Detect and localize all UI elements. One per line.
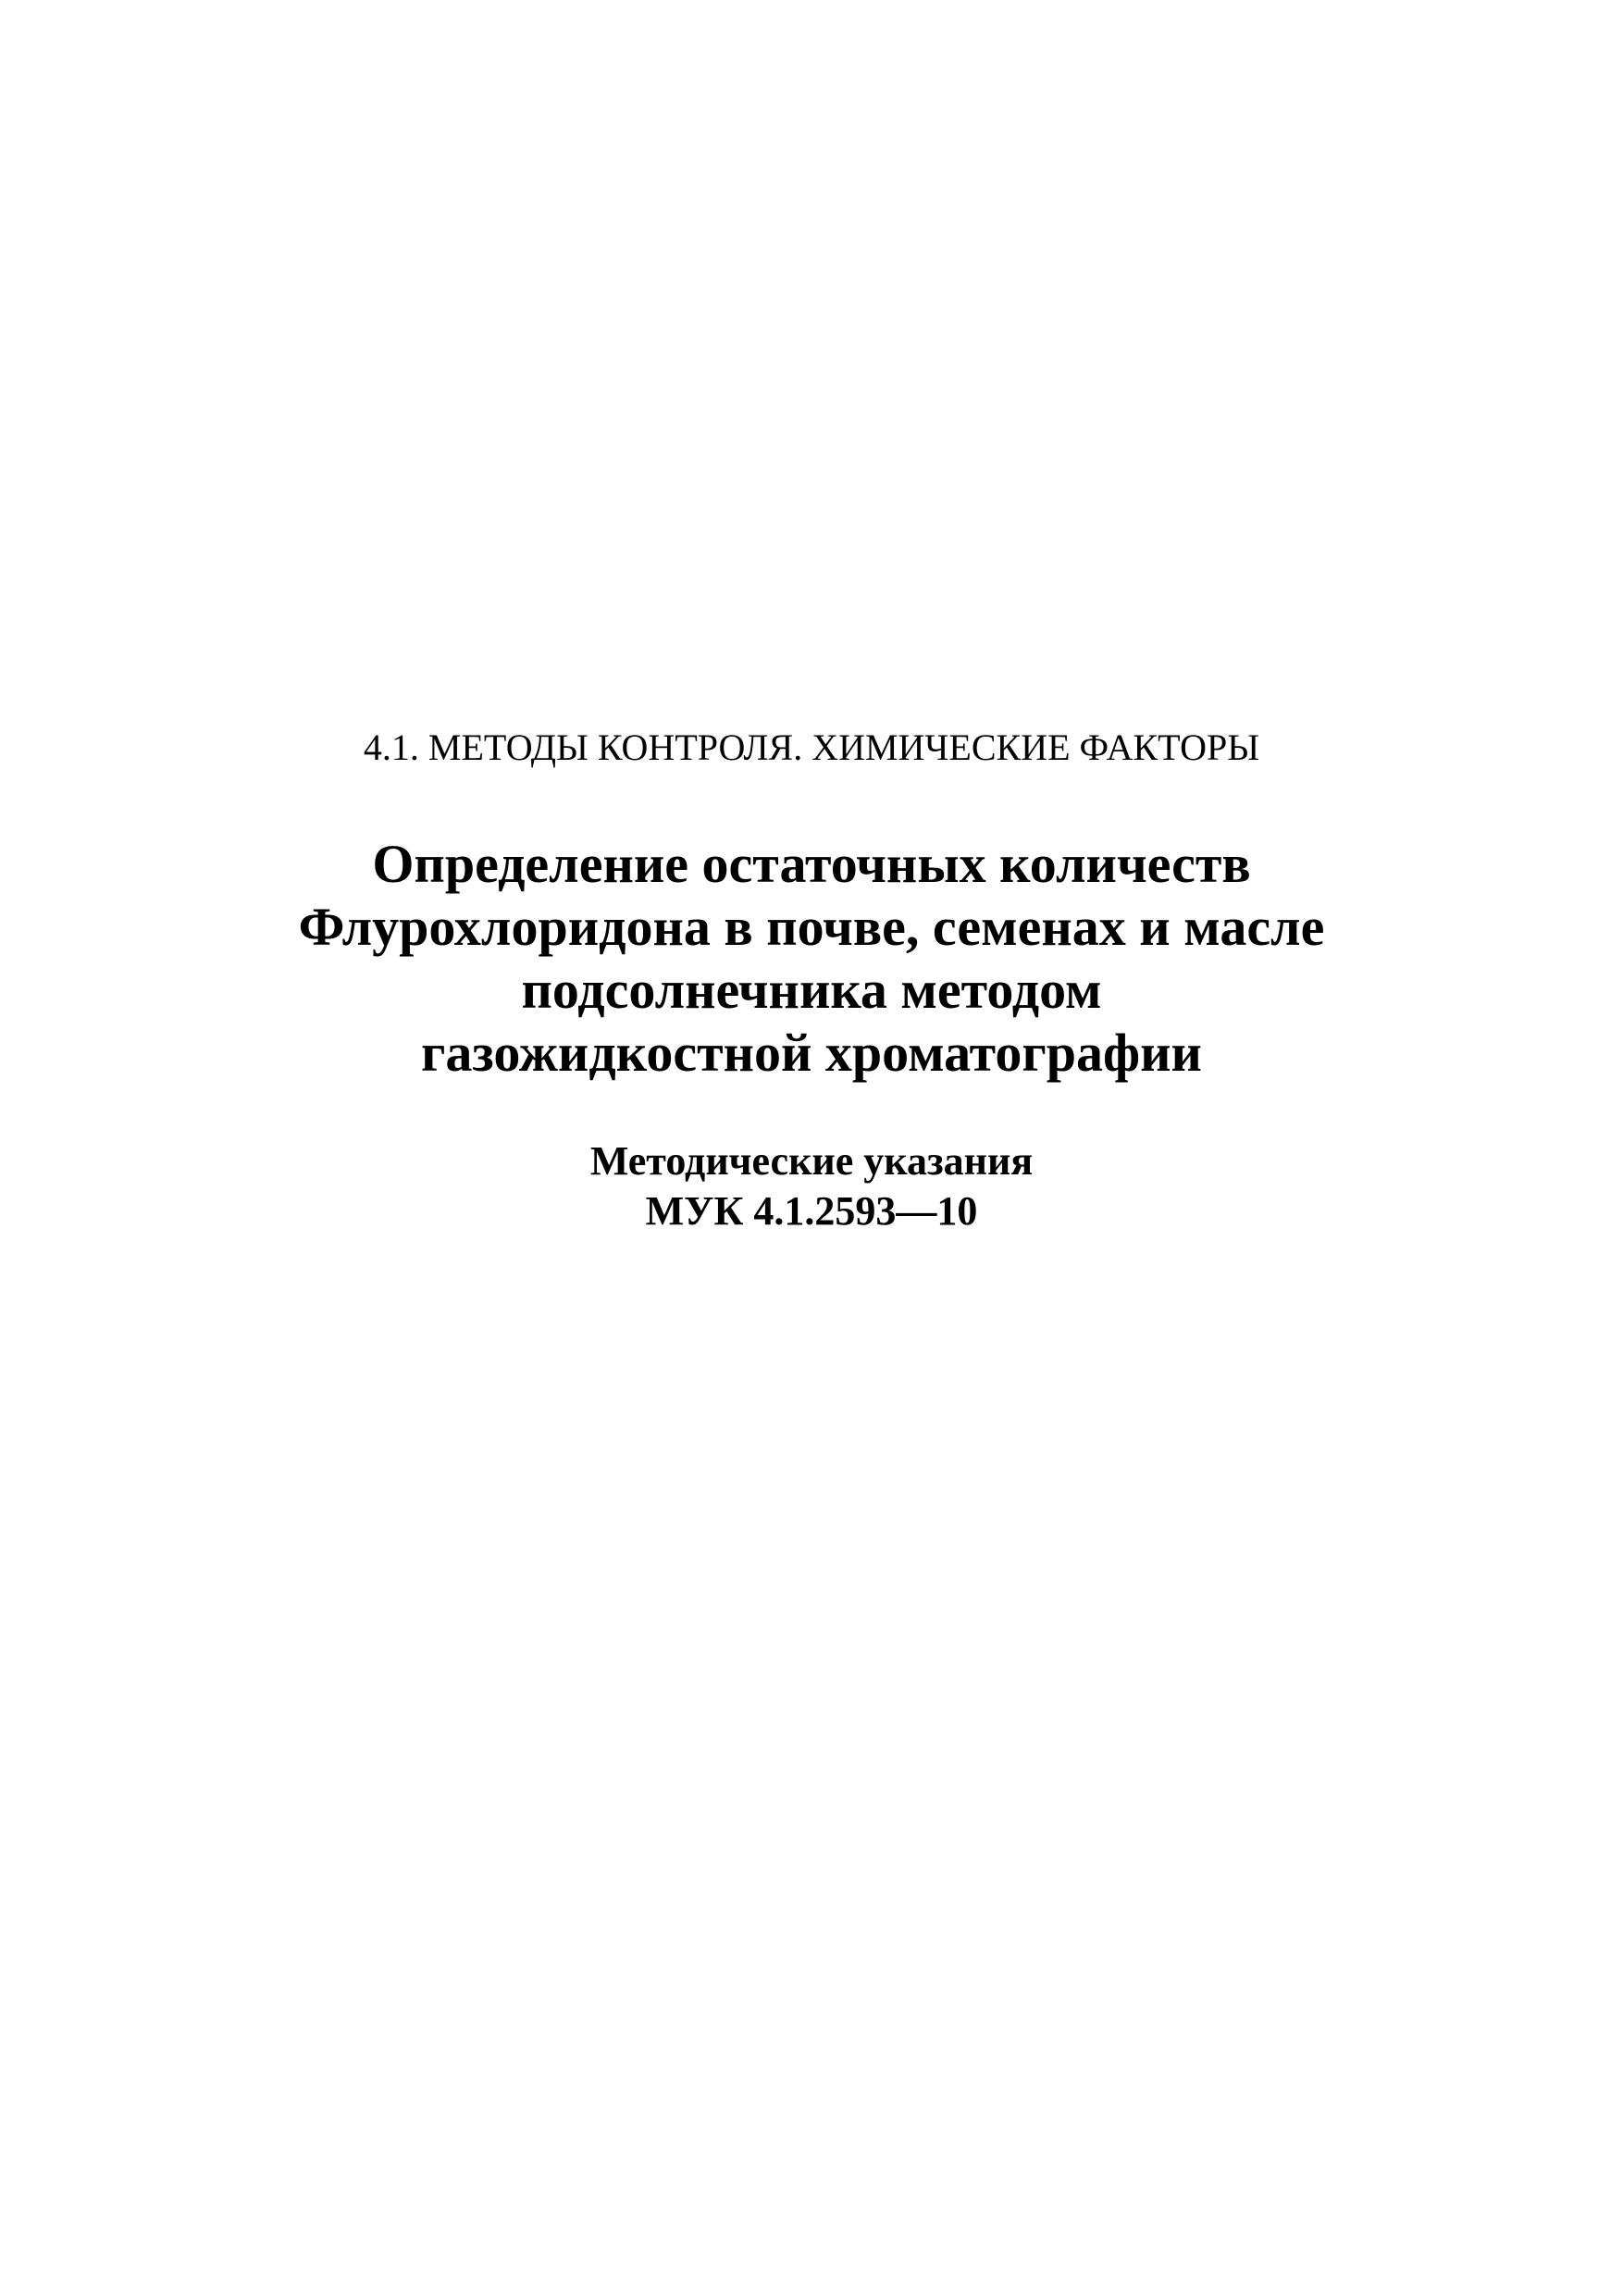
document-type: Методические указания: [589, 1138, 1034, 1184]
title-line: Флурохлоридона в почве, семенах и масле: [298, 897, 1325, 957]
section-heading: 4.1. МЕТОДЫ КОНТРОЛЯ. ХИМИЧЕСКИЕ ФАКТОРЫ: [363, 726, 1260, 768]
title-line: Определение остаточных количеств: [372, 834, 1251, 894]
document-code: МУК 4.1.2593—10: [645, 1188, 978, 1234]
title-line: подсолнечника методом: [521, 960, 1102, 1020]
title-line: газожидкостной хроматографии: [421, 1023, 1202, 1083]
document-subtitle: [0, 1136, 1623, 1236]
document-title: [0, 833, 1623, 1085]
